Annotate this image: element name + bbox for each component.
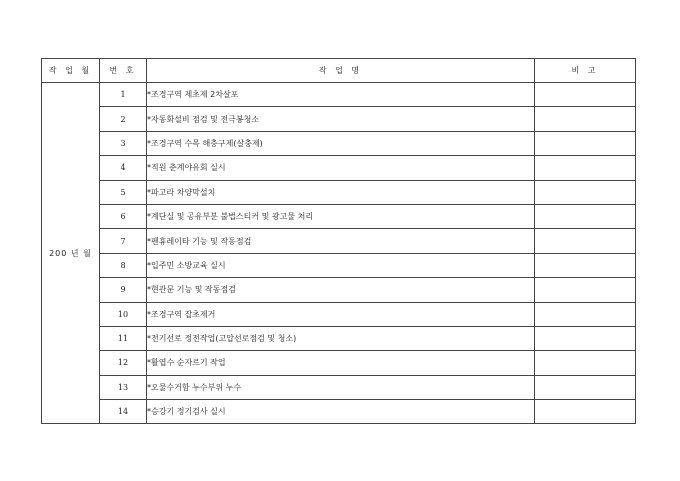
period-cell: 200 년 월	[42, 83, 100, 424]
note-cell	[535, 83, 636, 107]
task-name: *펜휴레이타 기능 및 작동점검	[147, 229, 535, 253]
note-cell	[535, 253, 636, 277]
table-row	[42, 229, 636, 253]
row-number: 11	[100, 326, 147, 350]
note-cell	[535, 278, 636, 302]
table-row	[42, 375, 636, 399]
row-number: 8	[100, 253, 147, 277]
table-row	[42, 204, 636, 228]
note-cell	[535, 156, 636, 180]
table-row	[42, 302, 636, 326]
task-name: *직원 춘계야유회 실시	[147, 156, 535, 180]
header-number: 번 호	[100, 59, 147, 83]
row-number: 10	[100, 302, 147, 326]
table-row	[42, 83, 636, 107]
table-row	[42, 107, 636, 131]
row-number: 3	[100, 131, 147, 155]
note-cell	[535, 131, 636, 155]
row-number: 4	[100, 156, 147, 180]
table-row	[42, 278, 636, 302]
row-number: 5	[100, 180, 147, 204]
header-period: 작 업 월	[42, 59, 100, 83]
row-number: 13	[100, 375, 147, 399]
task-name: *조경구역 잡초제거	[147, 302, 535, 326]
note-cell	[535, 204, 636, 228]
note-cell	[535, 229, 636, 253]
table-row	[42, 253, 636, 277]
row-number: 6	[100, 204, 147, 228]
header-row	[42, 59, 636, 83]
note-cell	[535, 180, 636, 204]
header-task: 작 업 명	[147, 59, 535, 83]
work-log-table	[41, 58, 636, 424]
note-cell	[535, 107, 636, 131]
task-name: *파고라 차양막설치	[147, 180, 535, 204]
row-number: 12	[100, 351, 147, 375]
task-name: *입주민 소방교육 실시	[147, 253, 535, 277]
table-row	[42, 326, 636, 350]
task-name: *자동화설비 점검 및 전극봉청소	[147, 107, 535, 131]
task-name: *조경구역 수목 해충구제(살충제)	[147, 131, 535, 155]
row-number: 9	[100, 278, 147, 302]
row-number: 14	[100, 400, 147, 424]
note-cell	[535, 400, 636, 424]
task-name: *오물수거함 누수부위 누수	[147, 375, 535, 399]
task-name: *조경구역 제초제 2차살포	[147, 83, 535, 107]
task-name: *현관문 기능 및 작동점검	[147, 278, 535, 302]
table-row	[42, 400, 636, 424]
table-row	[42, 180, 636, 204]
task-name: *활엽수 순자르기 작업	[147, 351, 535, 375]
table-row	[42, 131, 636, 155]
table-row	[42, 351, 636, 375]
header-note: 비 고	[535, 59, 636, 83]
table-row	[42, 156, 636, 180]
note-cell	[535, 375, 636, 399]
note-cell	[535, 351, 636, 375]
row-number: 2	[100, 107, 147, 131]
note-cell	[535, 302, 636, 326]
row-number: 7	[100, 229, 147, 253]
task-name: *승강기 정기검사 실시	[147, 400, 535, 424]
row-number: 1	[100, 83, 147, 107]
task-name: *계단실 및 공유부분 불법스티커 및 광고물 처리	[147, 204, 535, 228]
task-name: *전기선로 정전작업(고압선로점검 및 청소)	[147, 326, 535, 350]
note-cell	[535, 326, 636, 350]
